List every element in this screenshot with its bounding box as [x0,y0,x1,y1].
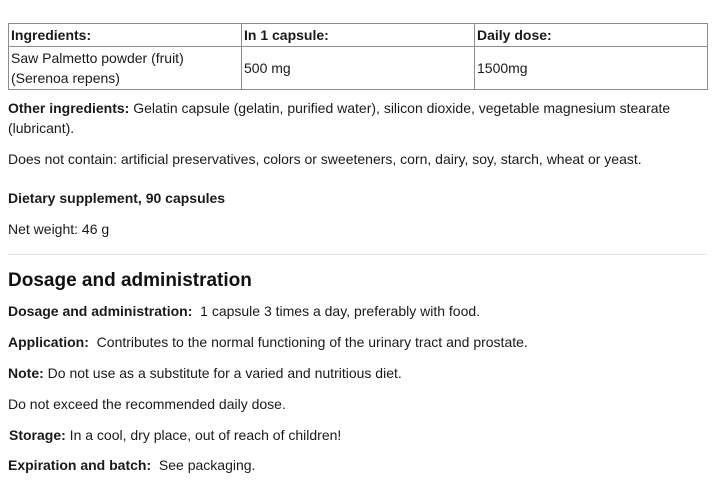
cell-daily-dose: 1500mg [475,47,708,90]
product-info-document [0,23,713,475]
other-ingredients-text: Gelatin capsule (gelatin, purified water), silicon dioxide, vegetable magnesium stearate (lubricant). [8,100,671,136]
dietary-supplement-label: Dietary supplement, 90 capsules [8,190,226,206]
storage-paragraph [8,425,706,445]
expiration-label: Expiration and batch: [8,457,152,473]
note-label: Note: [8,365,44,381]
net-weight-paragraph: Net weight: 46 g [8,221,110,237]
header-ingredients: Ingredients: [9,24,242,47]
note-paragraph [8,363,706,383]
do-not-exceed-paragraph: Do not exceed the recommended daily dose. [8,396,286,412]
other-ingredients-paragraph [8,98,706,138]
ingredients-table [8,23,708,90]
application-text: Contributes to the normal functioning of the urinary tract and prostate. [88,334,528,350]
ingredient-name-line1: Saw Palmetto powder (fruit) [11,50,184,66]
dosage-text: 1 capsule 3 times a day, preferably with food. [192,303,481,319]
storage-text: In a cool, dry place, out of reach of children! [65,427,342,443]
ingredients-table-header-row [9,24,708,47]
header-daily-dose: Daily dose: [475,24,708,47]
does-not-contain-paragraph: Does not contain: artificial preservatives, colors or sweeteners, corn, dairy, soy, starch, wheat or yeast. [8,151,642,167]
expiration-paragraph [8,455,706,475]
section-divider [8,254,706,255]
expiration-text: See packaging. [151,457,256,473]
dosage-paragraph [8,301,706,321]
header-in-1-capsule: In 1 capsule: [242,24,475,47]
other-ingredients-label: Other ingredients: [8,100,130,116]
note-text: Do not use as a substitute for a varied and nutritious diet. [43,365,402,381]
table-row [9,47,708,90]
cell-per-capsule: 500 mg [242,47,475,90]
storage-label: Storage: [9,427,66,443]
cell-ingredient-name [9,47,242,90]
dosage-label: Dosage and administration: [8,303,193,319]
application-paragraph [8,332,706,352]
application-label: Application: [8,334,89,350]
ingredient-name-line2: (Serenoa repens) [11,70,120,86]
dosage-section-heading: Dosage and administration [8,270,252,291]
